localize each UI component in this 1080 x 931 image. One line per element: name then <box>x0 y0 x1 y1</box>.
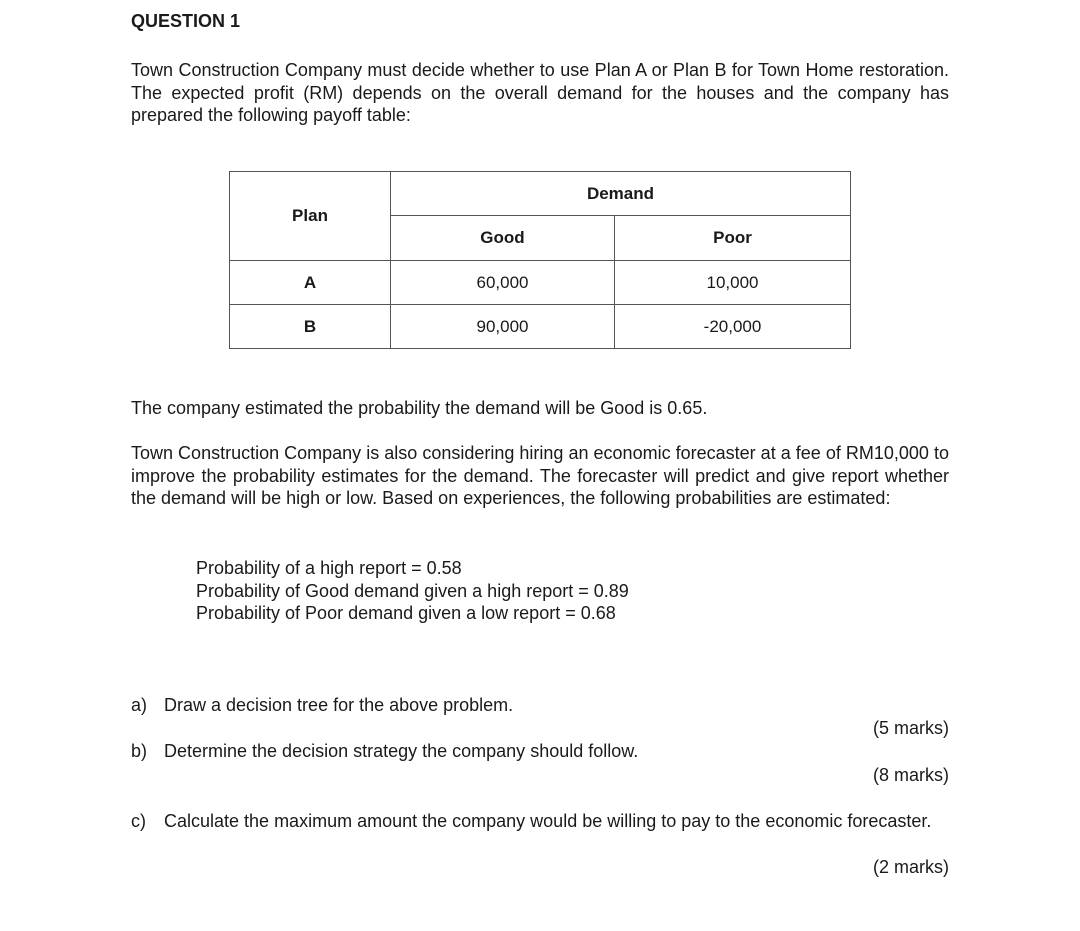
probability-statement: The company estimated the probability the demand will be Good is 0.65. <box>131 398 708 418</box>
table-row <box>230 261 851 305</box>
probability-item: Probability of a high report = 0.58 <box>196 558 462 578</box>
poor-value-cell: -20,000 <box>615 305 851 349</box>
poor-header: Poor <box>615 216 851 261</box>
demand-header: Demand <box>391 172 851 216</box>
intro-paragraph: Town Construction Company must decide whether to use Plan A or Plan B for Town Home restoration. The expected profit (RM) depends on the overall demand for the houses and the company has prepared the following payoff table: <box>131 60 949 125</box>
part-text: Draw a decision tree for the above problem. <box>164 695 514 715</box>
good-value-cell: 60,000 <box>391 261 615 305</box>
poor-value-cell: 10,000 <box>615 261 851 305</box>
probability-item: Probability of Poor demand given a low report = 0.68 <box>196 603 616 623</box>
part-c-marks: (2 marks) <box>873 857 949 877</box>
probability-item: Probability of Good demand given a high report = 0.89 <box>196 580 629 601</box>
part-text: Calculate the maximum amount the company would be willing to pay to the economic forecaster. <box>164 811 932 831</box>
part-letter: c) <box>131 811 146 831</box>
part-c <box>131 810 949 856</box>
question-heading: QUESTION 1 <box>131 11 241 31</box>
part-letter: b) <box>131 741 148 761</box>
forecaster-paragraph: Town Construction Company is also considering hiring an economic forecaster at a fee of RM10,000 to improve the probability estimates for the demand. The forecaster will predict and give report whether the demand will be high or low. Based on experiences, the following probabilities are estimated: <box>131 443 949 508</box>
good-value-cell: 90,000 <box>391 305 615 349</box>
plan-header: Plan <box>230 172 391 261</box>
part-letter: a) <box>131 695 148 715</box>
probability-list <box>196 557 629 625</box>
payoff-table <box>229 171 851 349</box>
table-row <box>230 305 851 349</box>
part-a-marks: (5 marks) <box>873 718 949 738</box>
part-b-marks: (8 marks) <box>873 765 949 785</box>
plan-cell: B <box>230 305 391 349</box>
part-text: Determine the decision strategy the company should follow. <box>164 741 639 761</box>
plan-cell: A <box>230 261 391 305</box>
good-header: Good <box>391 216 615 261</box>
